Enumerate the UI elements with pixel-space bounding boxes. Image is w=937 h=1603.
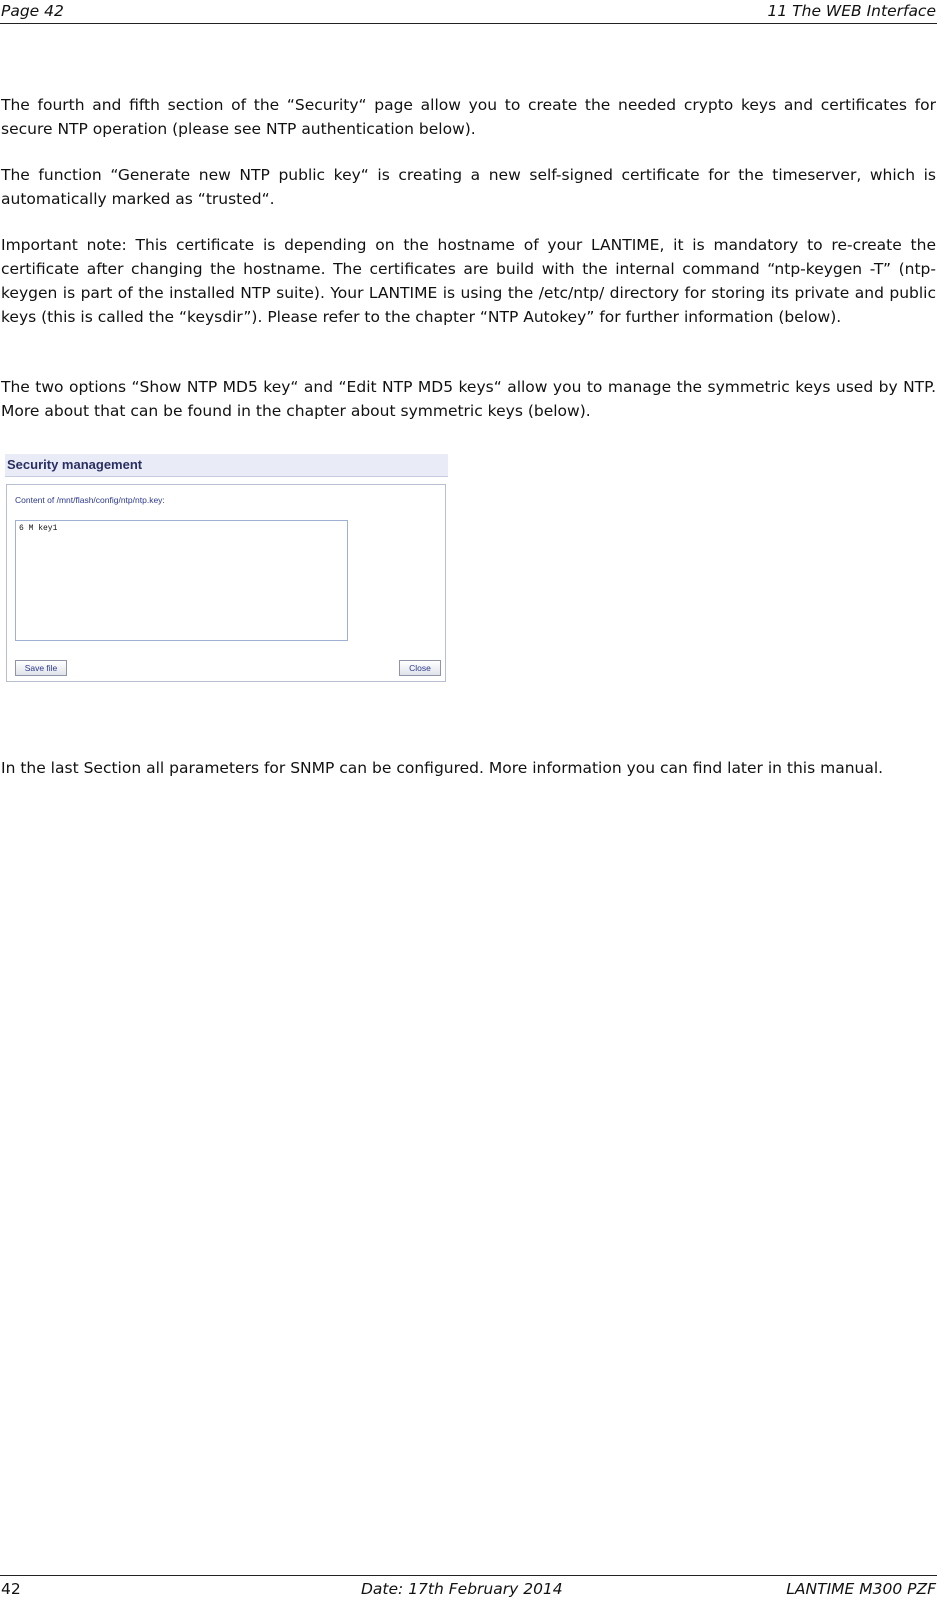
document-date: Date: 17th February 2014 bbox=[361, 1580, 563, 1598]
page-footer bbox=[0, 1575, 937, 1603]
security-management-screenshot bbox=[5, 454, 448, 684]
close-button[interactable]: Close bbox=[399, 660, 441, 676]
product-name: LANTIME M300 PZF bbox=[786, 1580, 936, 1598]
page-header bbox=[0, 0, 937, 24]
security-management-title: Security management bbox=[5, 454, 448, 477]
paragraph-security-sections: The fourth and fifth section of the “Security“ page allow you to create the needed crypto keys and certificates for secure NTP operation (please see NTP authentication below). bbox=[1, 96, 936, 138]
key-file-path-label: Content of /mnt/flash/config/ntp/ntp.key: bbox=[15, 495, 165, 505]
key-file-textarea[interactable]: 6 M key1 bbox=[15, 520, 348, 641]
chapter-title: 11 The WEB Interface bbox=[767, 2, 936, 20]
paragraph-important-note: Important note: This certificate is depending on the hostname of your LANTIME, it is mandatory to re-create the certificate after changing the hostname. The certificates are build with the internal command “ntp-keygen -T” (ntp-keygen is part of the installed NTP suite). Your LANTIME is using the /etc/ntp/ directory for storing its private and public keys (this is called the “keysdir”). Please refer to the chapter “NTP Autokey” for further information (below). bbox=[1, 236, 936, 326]
save-file-button[interactable]: Save file bbox=[15, 660, 67, 676]
paragraph-snmp: In the last Section all parameters for SNMP can be configured. More information you can find later in this manual. bbox=[1, 759, 884, 777]
paragraph-generate-key: The function “Generate new NTP public key“ is creating a new self-signed certificate for the timeserver, which is automatically marked as “trusted“. bbox=[1, 166, 936, 208]
key-file-panel bbox=[6, 484, 446, 682]
page-number: 42 bbox=[1, 1580, 21, 1598]
paragraph-md5-keys: The two options “Show NTP MD5 key“ and “Edit NTP MD5 keys“ allow you to manage the symmetric keys used by NTP. More about that can be found in the chapter about symmetric keys (below). bbox=[1, 378, 936, 420]
page-label: Page 42 bbox=[1, 2, 64, 20]
